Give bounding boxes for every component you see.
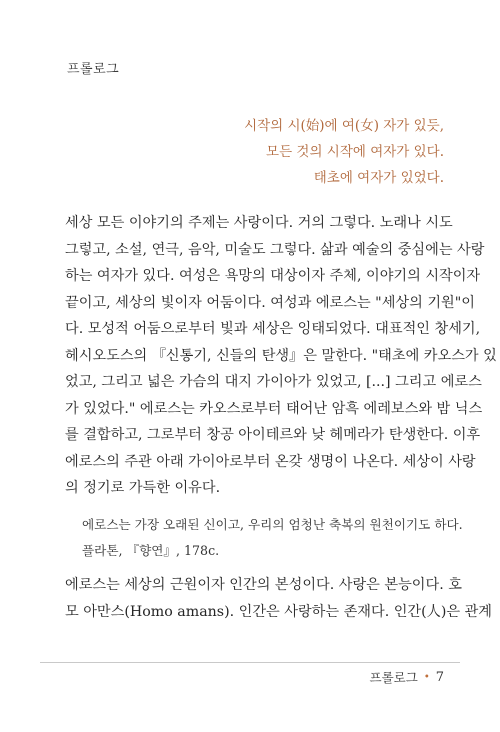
- epigraph-line: 태초에 여자가 있었다.: [313, 170, 444, 186]
- text-line: 끝이고, 세상의 빛이자 어둠이다. 여성과 에로스는 "세상의 기원"이: [65, 294, 475, 311]
- text-line: 를 결합하고, 그로부터 창공 아이테르와 낮 헤메라가 탄생한다. 이후: [65, 427, 481, 443]
- quote-source: 플라톤, 『향연』, 178c.: [82, 543, 220, 558]
- body-paragraph-1: [65, 210, 497, 502]
- text-line: 그렇고, 소설, 연극, 음악, 미술도 그렇다. 삶과 예술의 중심에는 사랑: [65, 241, 485, 258]
- chapter-header: 프롤로그: [67, 62, 120, 77]
- text-line: 가 있었다." 에로스는 카오스로부터 태어난 암흑 에레보스와 밤 닉스: [65, 400, 483, 417]
- block-quote: [82, 512, 463, 564]
- text-line: 헤시오도스의 『신통기, 신들의 탄생』은 말한다. "태초에 카오스가 있: [65, 347, 497, 364]
- quote-text: 에로스는 가장 오래된 신이고, 우리의 엄청난 축복의 원천이기도 하다.: [82, 517, 463, 532]
- text-line: 다. 모성적 어둠으로부터 빛과 세상은 잉태되었다. 대표적인 창세기,: [65, 321, 481, 337]
- text-line: 하는 여자가 있다. 여성은 욕망의 대상이자 주체, 이야기의 시작이자: [65, 268, 481, 284]
- text-line: 세상 모든 이야기의 주제는 사랑이다. 거의 그렇다. 노래나 시도: [65, 215, 453, 231]
- page-footer: [370, 668, 445, 686]
- page-number: 7: [435, 669, 444, 685]
- body-paragraph-2: [65, 572, 493, 626]
- text-line: 에로스는 세상의 근원이자 인간의 본성이다. 사랑은 본능이다. 호: [65, 577, 462, 593]
- footer-divider: [40, 662, 460, 663]
- footer-chapter: 프롤로그: [369, 670, 418, 685]
- text-line: 었고, 그리고 넓은 가슴의 대지 가이아가 있었고, [...] 그리고 에로스: [65, 374, 482, 390]
- epigraph: [244, 113, 444, 191]
- text-line: 에로스의 주관 아래 가이아로부터 온갖 생명이 나온다. 세상이 사랑: [65, 453, 476, 470]
- bullet-icon: •: [423, 671, 430, 683]
- epigraph-line: 모든 것의 시작에 여자가 있다.: [266, 144, 444, 160]
- text-line: 모 아만스(Homo amans). 인간은 사랑하는 존재다. 인간(人)은 관계: [65, 604, 493, 620]
- text-line: 의 정기로 가득한 이유다.: [65, 480, 221, 496]
- epigraph-line: 시작의 시(始)에 여(女) 자가 있듯,: [244, 118, 444, 134]
